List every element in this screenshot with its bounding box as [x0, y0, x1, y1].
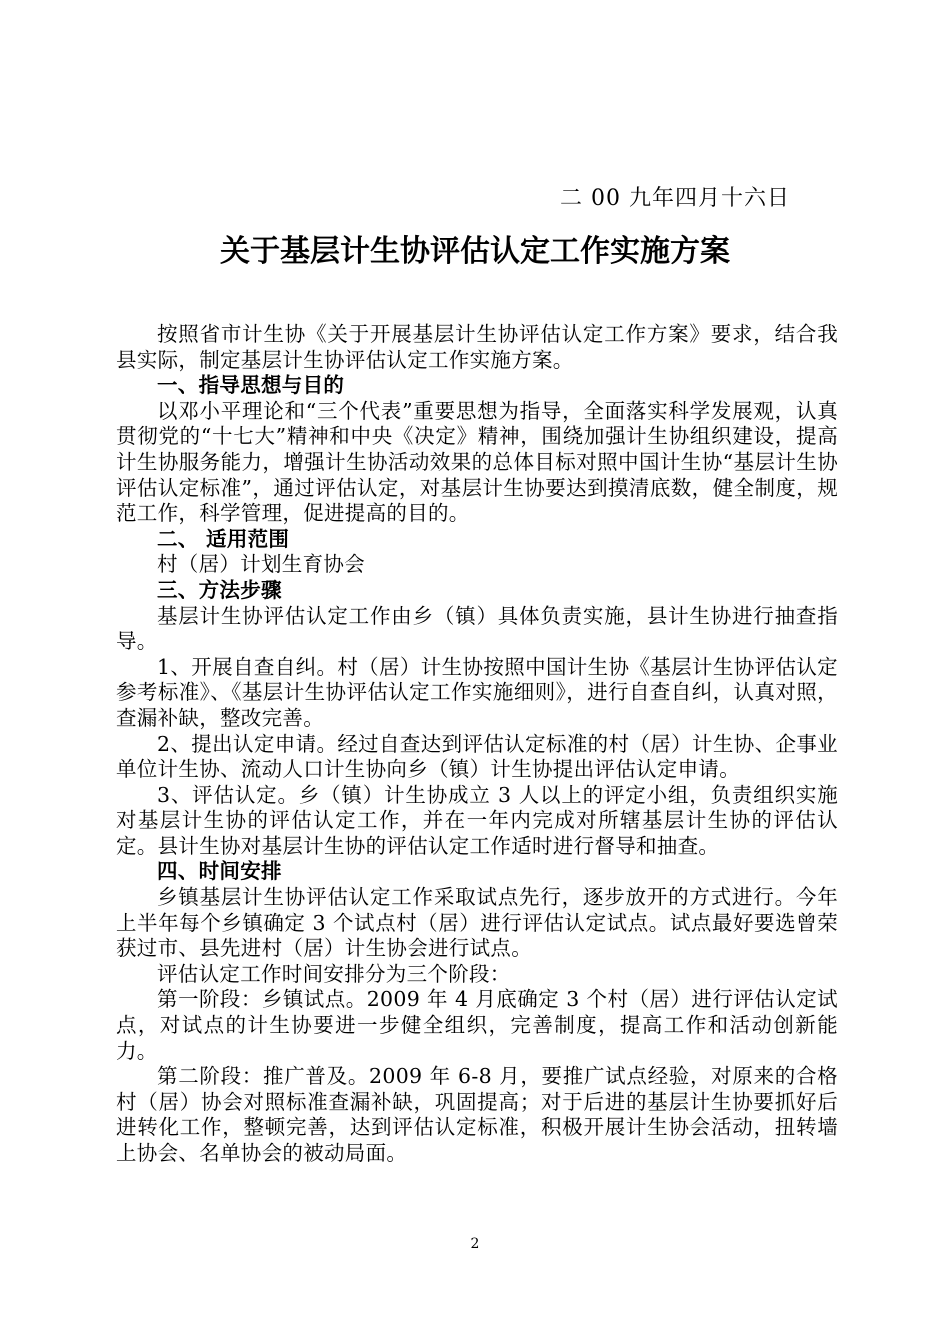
body-paragraph: 2、提出认定申请。经过自查达到评估认定标准的村（居）计生协、企事业单位计生协、流动人口计生协向乡（镇）计生协提出评估认定申请。 [116, 731, 838, 782]
body-paragraph: 评估认定工作时间安排分为三个阶段： [157, 961, 511, 986]
document-body [116, 322, 838, 1167]
body-paragraph: 第二阶段：推广普及。2009 年 6-8 月，要推广试点经验，对原来的合格村（居）协会对照标准查漏补缺，巩固提高；对于后进的基层计生协要抓好后进转化工作，整顿完善，达到评估认定标准，积极开展计生协会活动，扭转墙上协会、名单协会的被动局面。 [116, 1064, 838, 1165]
body-paragraph: 按照省市计生协《关于开展基层计生协评估认定工作方案》要求，结合我县实际，制定基层计生协评估认定工作实施方案。 [116, 322, 838, 372]
body-paragraph: 1、开展自查自纠。村（居）计生协按照中国计生协《基层计生协评估认定参考标准》、《基层计生协评估认定工作实施细则》，进行自查自纠，认真对照，查漏补缺，整改完善。 [116, 654, 838, 730]
document-title: 关于基层计生协评估认定工作实施方案 [220, 234, 730, 269]
section-heading-methods: 三、方法步骤 [157, 577, 282, 602]
body-paragraph: 村（居）计划生育协会 [157, 552, 365, 577]
body-paragraph: 3、评估认定。乡（镇）计生协成立 3 人以上的评定小组，负责组织实施对基层计生协的评估认定工作，并在一年内完成对所辖基层计生协的评估认定。县计生协对基层计生协的评估认定工作适时进行督导和抽查。 [116, 782, 838, 858]
section-heading-guiding-ideology: 一、指导思想与目的 [157, 373, 345, 398]
document-date: 二 00 九年四月十六日 [560, 186, 790, 211]
page-number: 2 [470, 1236, 480, 1252]
body-paragraph: 基层计生协评估认定工作由乡（镇）具体负责实施，县计生协进行抽查指导。 [116, 603, 838, 654]
body-paragraph: 第一阶段：乡镇试点。2009 年 4 月底确定 3 个村（居）进行评估认定试点，对试点的计生协要进一步健全组织，完善制度，提高工作和活动创新能力。 [116, 987, 838, 1063]
body-paragraph: 以邓小平理论和“三个代表”重要思想为指导，全面落实科学发展观，认真贯彻党的“十七大”精神和中央《决定》精神，围绕加强计生协组织建设，提高计生协服务能力，增强计生协活动效果的总体目标对照中国计生协“基层计生协评估认定标准”，通过评估认定，对基层计生协要达到摸清底数，健全制度，规范工作，科学管理，促进提高的目的。 [116, 398, 838, 526]
section-heading-scope: 二、 适用范围 [157, 526, 290, 551]
body-paragraph: 乡镇基层计生协评估认定工作采取试点先行，逐步放开的方式进行。今年上半年每个乡镇确定 3 个试点村（居）进行评估认定试点。试点最好要选曾荣获过市、县先进村（居）计生协会进行试点。 [116, 885, 838, 961]
section-heading-schedule: 四、时间安排 [157, 859, 282, 884]
